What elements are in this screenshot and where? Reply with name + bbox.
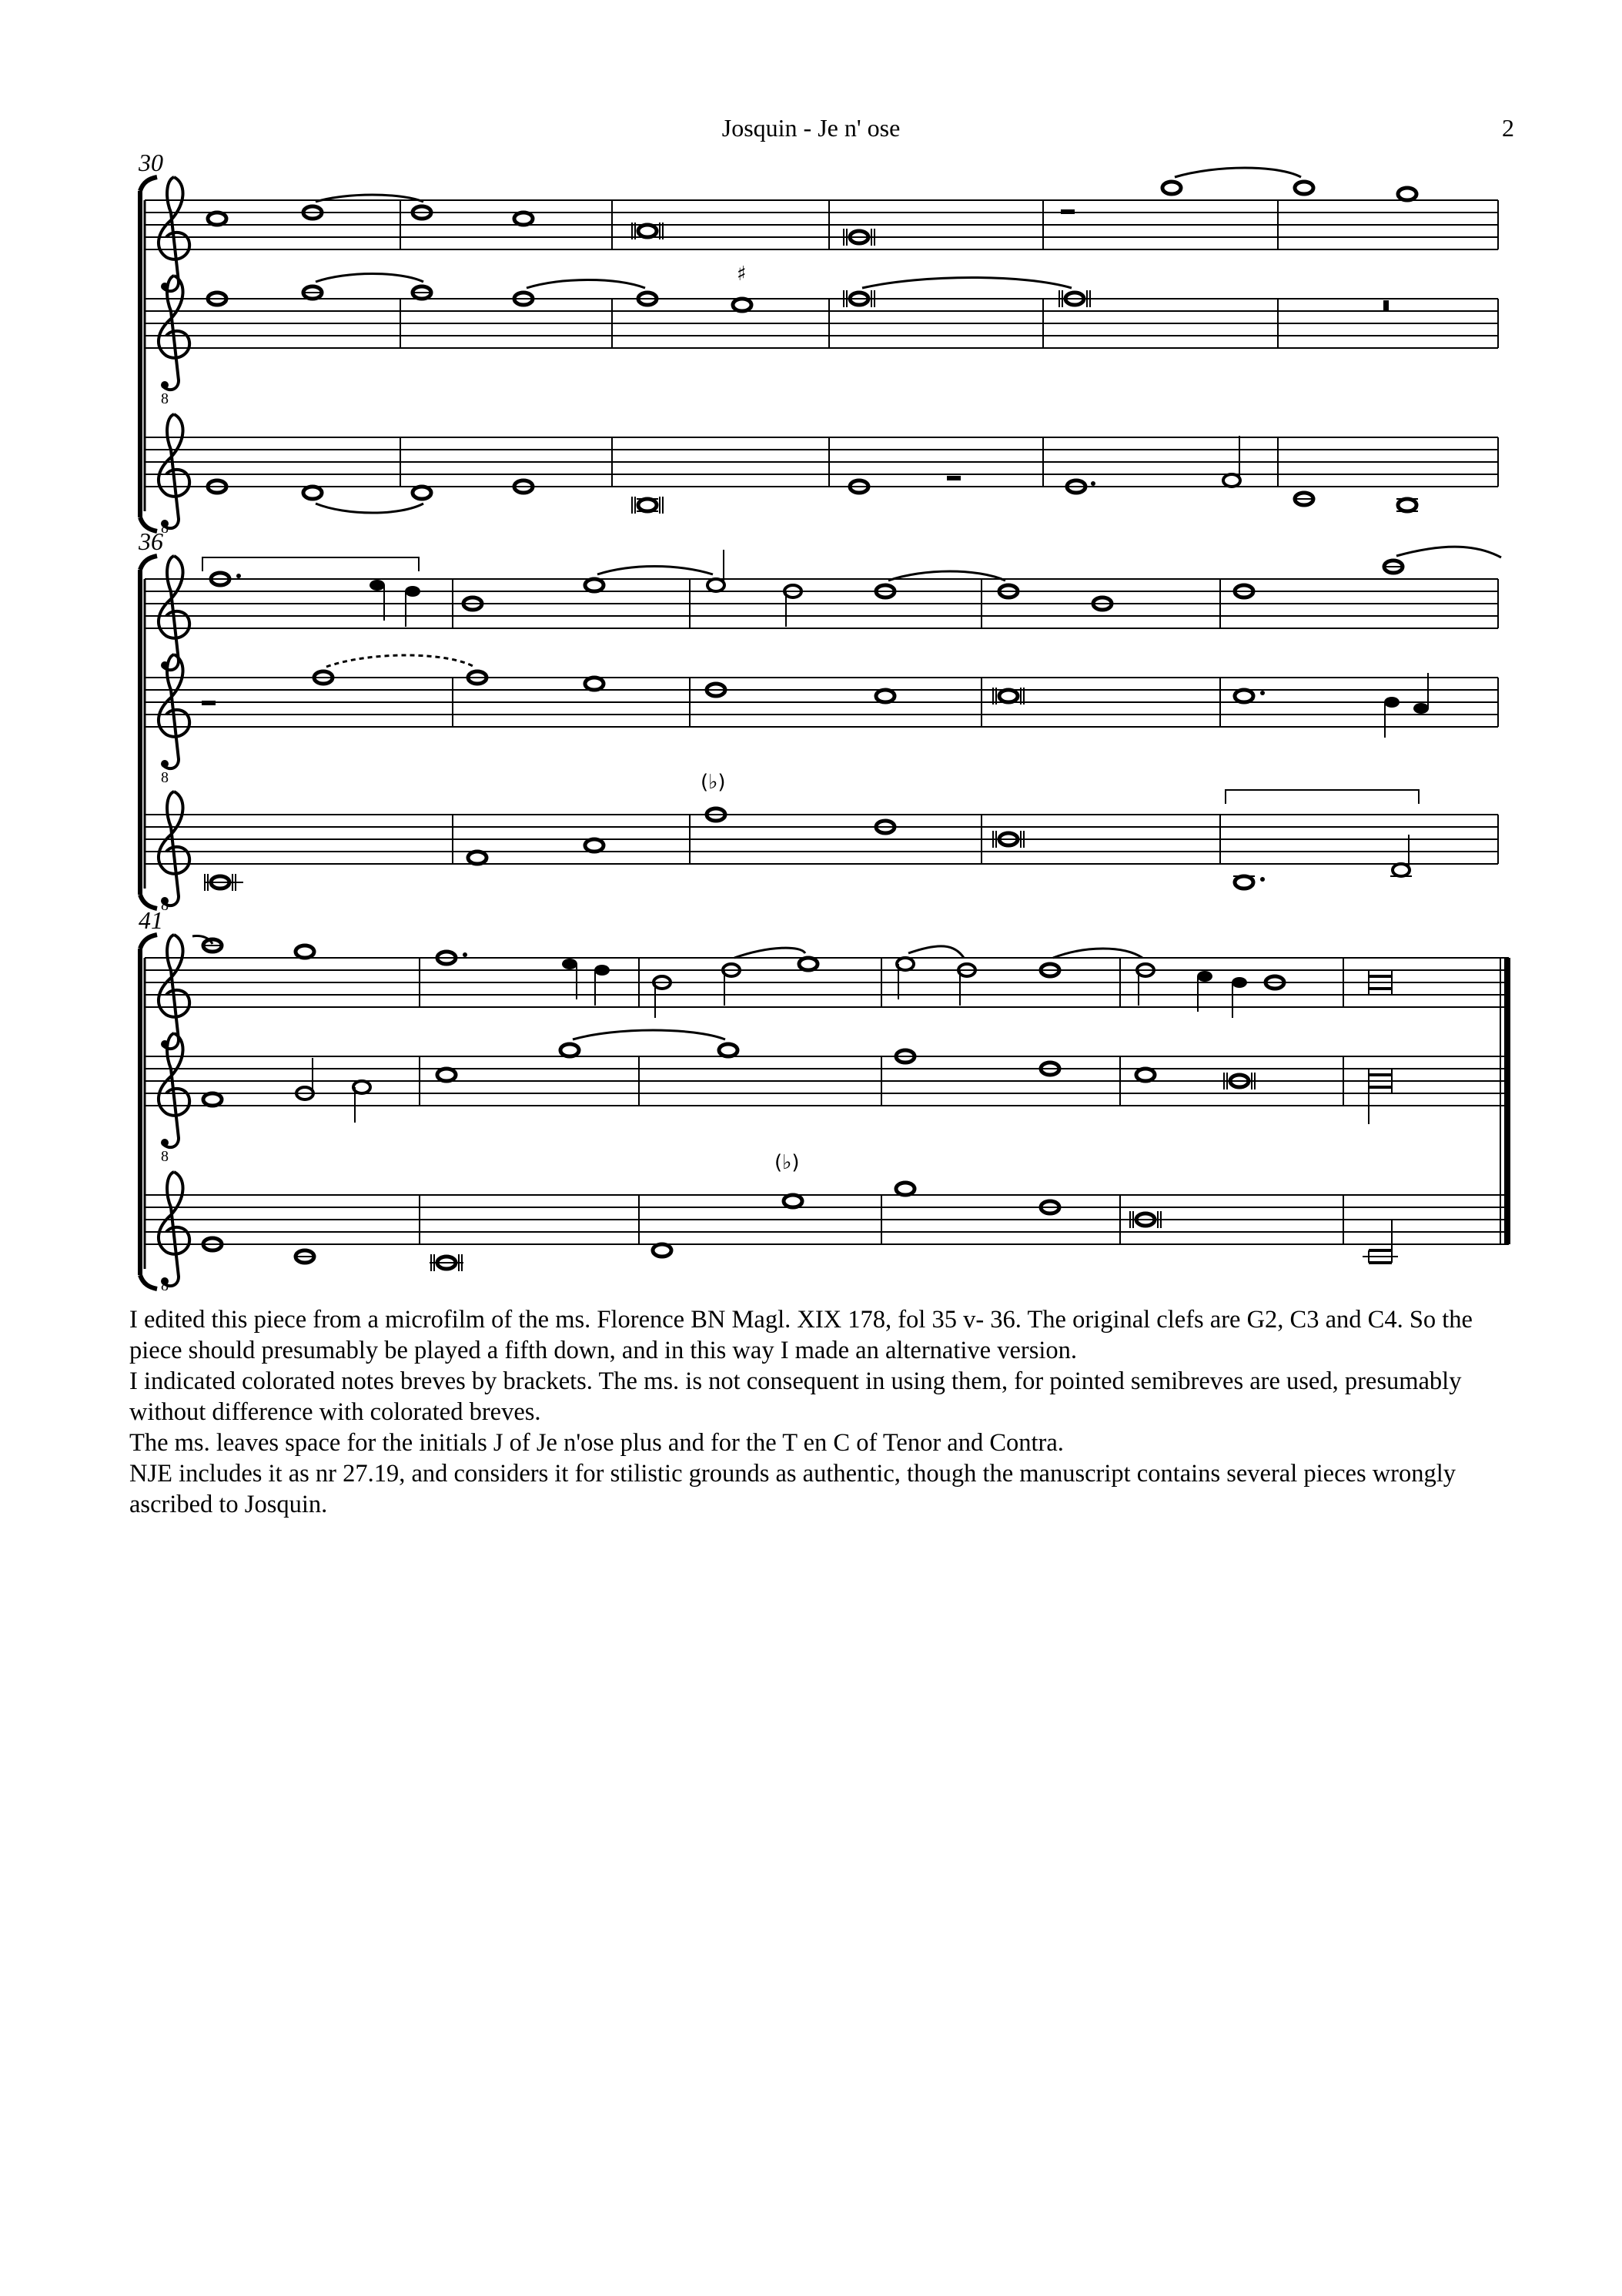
svg-text:8: 8 (161, 1148, 169, 1165)
staff-1-notes (208, 168, 1416, 246)
note-paragraph: NJE includes it as nr 27.19, and considers it for stilistic grounds as authentic, though the manuscript contains several pieces wrongly ascribed to Josquin. (129, 1460, 1456, 1518)
treble-clef-8vb (159, 414, 189, 528)
staff-1-notes (202, 547, 1501, 627)
measure-number: 30 (139, 149, 163, 176)
page-number: 2 (1502, 114, 1514, 142)
note-paragraph: I edited this piece from a microfilm of the ms. Florence BN Magl. XIX 178, fol 35 v- 36. The original clefs are G2, C3 and C4. So the piece should presumably be played a fifth down, and in this way I made an alternative version. (129, 1306, 1473, 1364)
svg-text:8: 8 (161, 897, 169, 914)
staff-1 (145, 579, 1498, 628)
staff-1 (145, 958, 1509, 1007)
staff-3 (145, 815, 1498, 864)
svg-text:8: 8 (161, 520, 169, 537)
treble-clef-8vb (159, 276, 189, 390)
system-1 (138, 149, 1498, 537)
note-paragraph: I indicated colorated notes breves by brackets. The ms. is not consequent in using them, for pointed semibreves are used, presumably without difference with colorated breves. (129, 1367, 1462, 1426)
staff-3 (145, 437, 1498, 487)
treble-clef (159, 177, 189, 291)
staff-1 (145, 200, 1498, 249)
system-bracket (140, 556, 157, 909)
staff-2-notes (203, 1030, 1392, 1124)
editorial-sharp: ♯ (737, 263, 747, 286)
staff-2 (145, 1056, 1509, 1106)
editorial-flat: (♭) (774, 1151, 800, 1174)
octave-mark: 8 (161, 390, 169, 407)
measure-number: 41 (139, 906, 163, 934)
system-3 (139, 906, 1509, 1294)
final-barline (1500, 958, 1507, 1244)
final-longa (1363, 1220, 1398, 1263)
editorial-notes (129, 1304, 1515, 1520)
staff-3-notes (205, 771, 1419, 891)
note-paragraph: The ms. leaves space for the initials J of Je n'ose plus and for the T en C of Tenor and Contra. (129, 1429, 1064, 1457)
staff-2-notes (208, 263, 1389, 311)
measure-number: 36 (139, 527, 163, 555)
svg-text:8: 8 (161, 769, 169, 786)
system-bracket (140, 177, 157, 531)
staff-2 (145, 299, 1498, 348)
page-title: Josquin - Je n' ose (721, 114, 901, 142)
staff-3 (145, 1195, 1509, 1244)
staff-2 (145, 678, 1498, 727)
final-longa (1369, 1069, 1392, 1124)
staff-3-notes (203, 1151, 1398, 1271)
system-2 (138, 527, 1501, 914)
editorial-flat: (♭) (701, 771, 726, 794)
staff-2-notes (202, 655, 1429, 738)
system-bracket (140, 935, 157, 1289)
staff-1-notes (192, 935, 1392, 1018)
svg-text:8: 8 (161, 1277, 169, 1294)
